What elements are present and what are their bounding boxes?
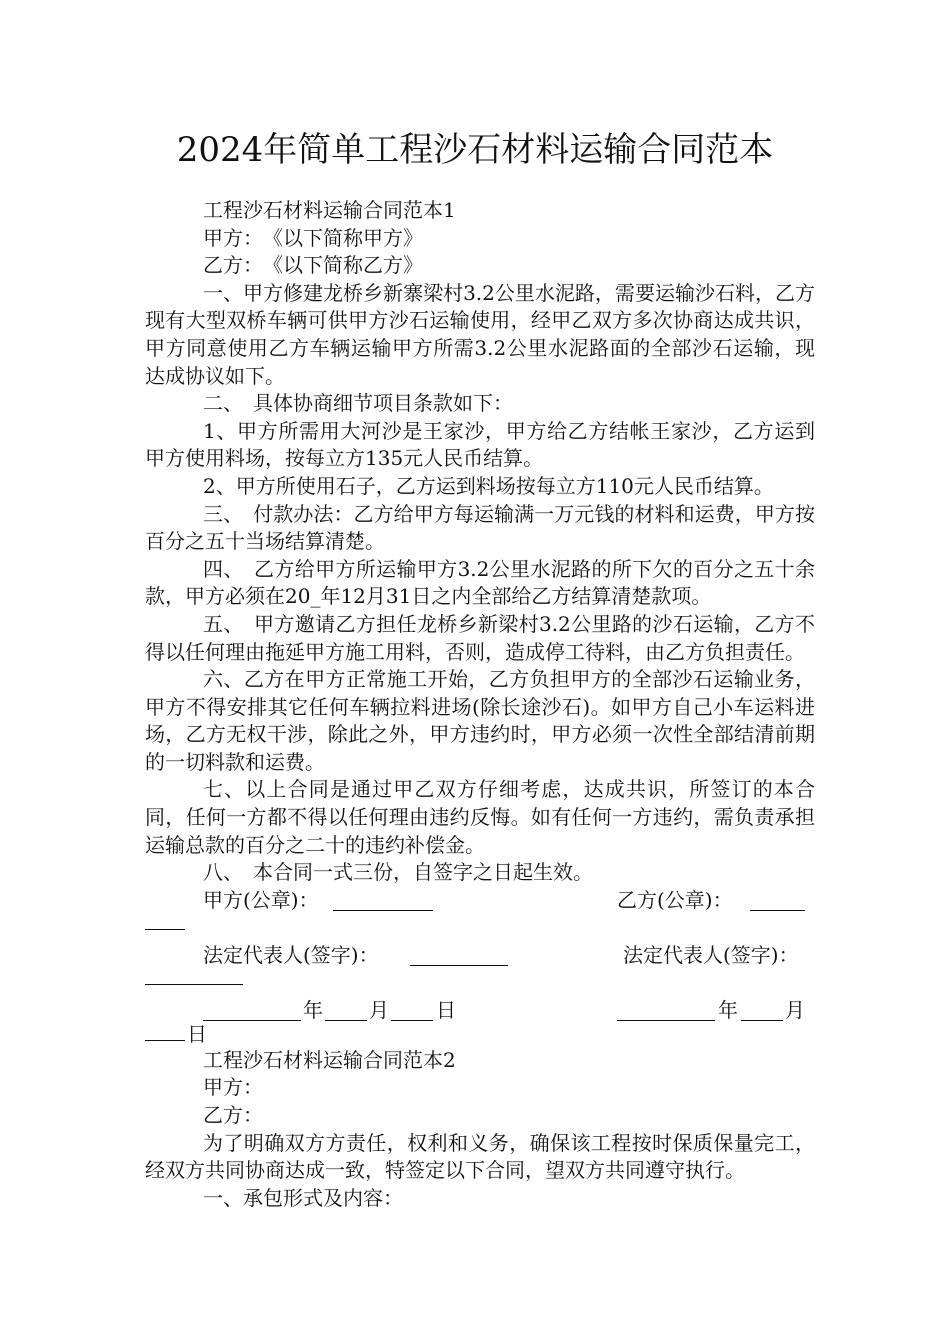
contract1-clause8: 八、 本合同一式三份，自签字之日起生效。 <box>203 860 593 885</box>
representative-row <box>145 942 815 997</box>
date-b-year-blank[interactable] <box>617 1000 715 1021</box>
document-body <box>145 197 815 1212</box>
date-a-day-label: 日 <box>436 997 456 1022</box>
seal-b-label: 乙方(公章)： <box>617 887 733 912</box>
date-b-month-label: 月 <box>785 997 805 1022</box>
contract1-heading: 工程沙石材料运输合同范本1 <box>203 198 456 222</box>
seal-a-blank[interactable] <box>333 890 433 911</box>
date-b-month-blank[interactable] <box>741 1000 783 1021</box>
contract1-party-a: 甲方： 《以下简称甲方》 <box>203 225 423 250</box>
contract2-party-b: 乙方： <box>203 1103 263 1128</box>
contract1-clause1: 一、甲方修建龙桥乡新寨梁村3.2公里水泥路，需要运输沙石料，乙方现有大型双桥车辆可供甲方沙石运输使用，经甲乙双方多次协商达成共识，甲方同意使用乙方车辆运输甲方所需3.2公里水泥路面的全部沙石运输，现达成协议如下。 <box>145 280 815 388</box>
seal-row <box>145 887 815 942</box>
contract1-item2: 2、甲方所使用石子，乙方运到料场按每立方110元人民币结算。 <box>203 473 774 498</box>
contract1-clause7: 七、以上合同是通过甲乙双方仔细考虑，达成共识，所签订的本合同，任何一方都不得以任何理由违约反悔。如有任何一方违约，需负责承担运输总款的百分之二十的违约补偿金。 <box>145 777 815 857</box>
date-a-day-blank[interactable] <box>391 1000 433 1021</box>
date-a-year-label: 年 <box>303 997 323 1022</box>
seal-b-blank-continued[interactable] <box>145 911 185 930</box>
rep-a-blank[interactable] <box>410 945 508 966</box>
contract2-intro: 为了明确双方方责任，权利和义务，确保该工程按时保质保量完工，经双方共同协商达成一致，特签定以下合同，望双方共同遵守执行。 <box>145 1130 815 1183</box>
seal-b-blank[interactable] <box>750 890 805 911</box>
contract2-party-a: 甲方： <box>203 1075 263 1100</box>
contract1-clause3: 三、 付款办法：乙方给甲方每运输满一万元钱的材料和运费，甲方按百分之五十当场结算清楚。 <box>145 501 815 554</box>
contract1-clause6: 六、乙方在甲方正常施工开始，乙方负担甲方的全部沙石运输业务，甲方不得安排其它任何车辆拉料进场(除长途沙石)。如甲方自己小车运料进场，乙方无权干涉，除此之外，甲方违约时，甲方必须一次性全部结清前期的一切料款和运费。 <box>145 667 815 774</box>
contract1-clause4: 四、 乙方给甲方所运输甲方3.2公里水泥路的所下欠的百分之五十余款，甲方必须在20_年12月31日之内全部给乙方结算清楚款项。 <box>145 556 815 609</box>
contract1-party-b: 乙方： 《以下简称乙方》 <box>203 253 423 278</box>
contract2-clause1: 一、承包形式及内容： <box>203 1185 403 1210</box>
seal-a-label: 甲方(公章)： <box>203 887 319 912</box>
contract1-item1: 1、甲方所需用大河沙是王家沙，甲方给乙方结帐王家沙，乙方运到甲方使用料场，按每立方135元人民币结算。 <box>145 418 815 471</box>
date-b-day-blank[interactable] <box>145 1022 185 1041</box>
date-a-year-blank[interactable] <box>203 1000 301 1021</box>
rep-b-label: 法定代表人(签字)： <box>623 942 799 967</box>
contract2-heading: 工程沙石材料运输合同范本2 <box>203 1047 456 1072</box>
date-a-month-label: 月 <box>369 997 389 1022</box>
rep-a-label: 法定代表人(签字)： <box>203 942 379 967</box>
date-b-day-label: 日 <box>187 1021 207 1046</box>
contract1-clause5: 五、 甲方邀请乙方担任龙桥乡新梁村3.2公里路的沙石运输，乙方不得以任何理由拖延甲方施工用料，否则，造成停工待料，由乙方负担责任。 <box>145 611 815 664</box>
contract1-clause2: 二、 具体协商细节项目条款如下： <box>203 391 513 416</box>
rep-b-blank[interactable] <box>145 966 243 985</box>
document-title: 2024年简单工程沙石材料运输合同范本 <box>176 130 774 170</box>
date-row <box>145 997 815 1047</box>
date-a-month-blank[interactable] <box>325 1000 367 1021</box>
date-b-year-label: 年 <box>718 997 738 1022</box>
